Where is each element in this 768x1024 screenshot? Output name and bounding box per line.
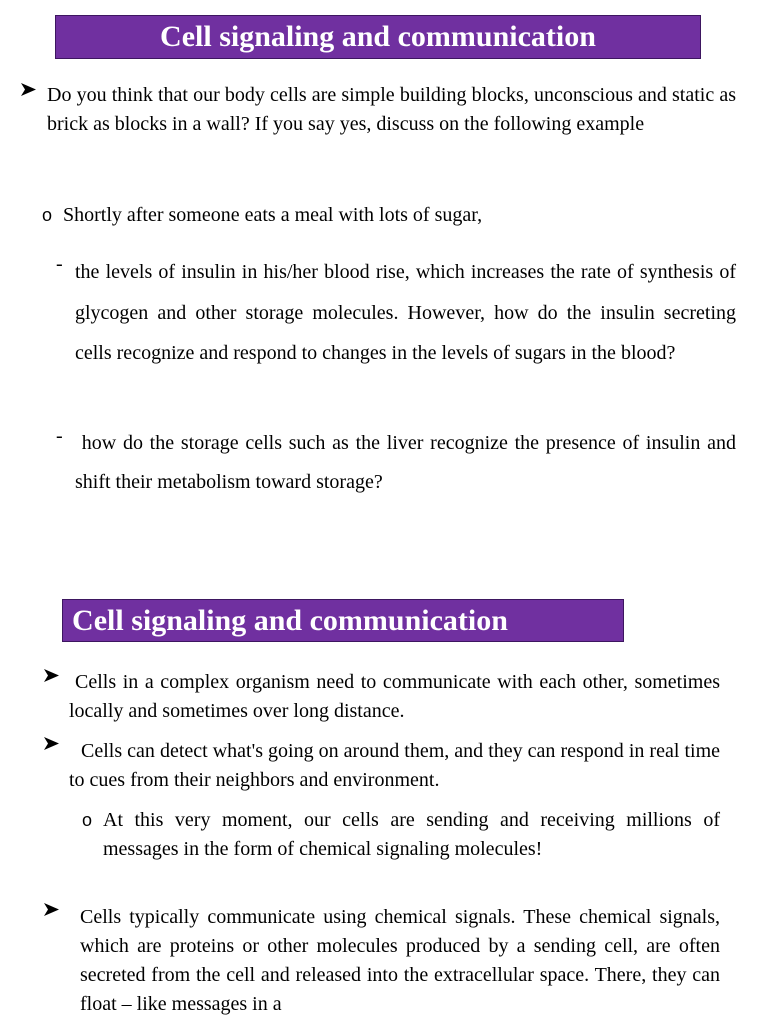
dash-item: the levels of insulin in his/her blood rise, which increases the rate of synthesis of glycogen and other storage molecules. However, how do the insulin secreting cells recognize and respond to changes in the levels of sugars in the blood? [75,261,736,364]
dash-item [75,424,736,502]
dash-marker: - [56,425,63,447]
section-title: Cell signaling and communication [160,20,596,53]
bullet-item [69,737,720,795]
section-title-banner [62,599,624,642]
intro-question: Do you think that our body cells are simple building blocks, unconscious and static as brick as blocks in a wall? If you say yes, discuss on the following example [47,84,736,135]
section-title-banner [55,15,701,59]
sub-bullet-item: At this very moment, our cells are sending and receiving millions of messages in the form of chemical signaling molecules! [103,809,720,860]
bullet-item: Cells typically communicate using chemical signals. These chemical signals, which are proteins or other molecules produced by a sending cell, are often secreted from the cell and released into the extracellular space. There, they can float – like messages in a [80,906,720,1015]
sub-bullet-marker: o [82,810,93,830]
section-title: Cell signaling and communication [72,604,508,637]
arrow-bullet-icon [43,736,60,751]
dash-marker: - [56,253,63,275]
bullet-item [69,668,720,726]
arrow-bullet-icon [43,668,60,683]
dash-item-text: how do the storage cells such as the liver recognize the presence of insulin and shift their metabolism toward storage? [75,432,736,493]
arrow-bullet-icon [43,902,60,917]
bullet-text: Cells can detect what's going on around them, and they can respond in real time to cues from their neighbors and environment. [69,740,720,791]
sub-bullet-marker: o [42,205,53,225]
arrow-bullet-icon [20,82,37,97]
example-sub-bullet: Shortly after someone eats a meal with lots of sugar, [63,204,483,226]
bullet-text: Cells in a complex organism need to communicate with each other, sometimes locally and sometimes over long distance. [69,671,720,722]
